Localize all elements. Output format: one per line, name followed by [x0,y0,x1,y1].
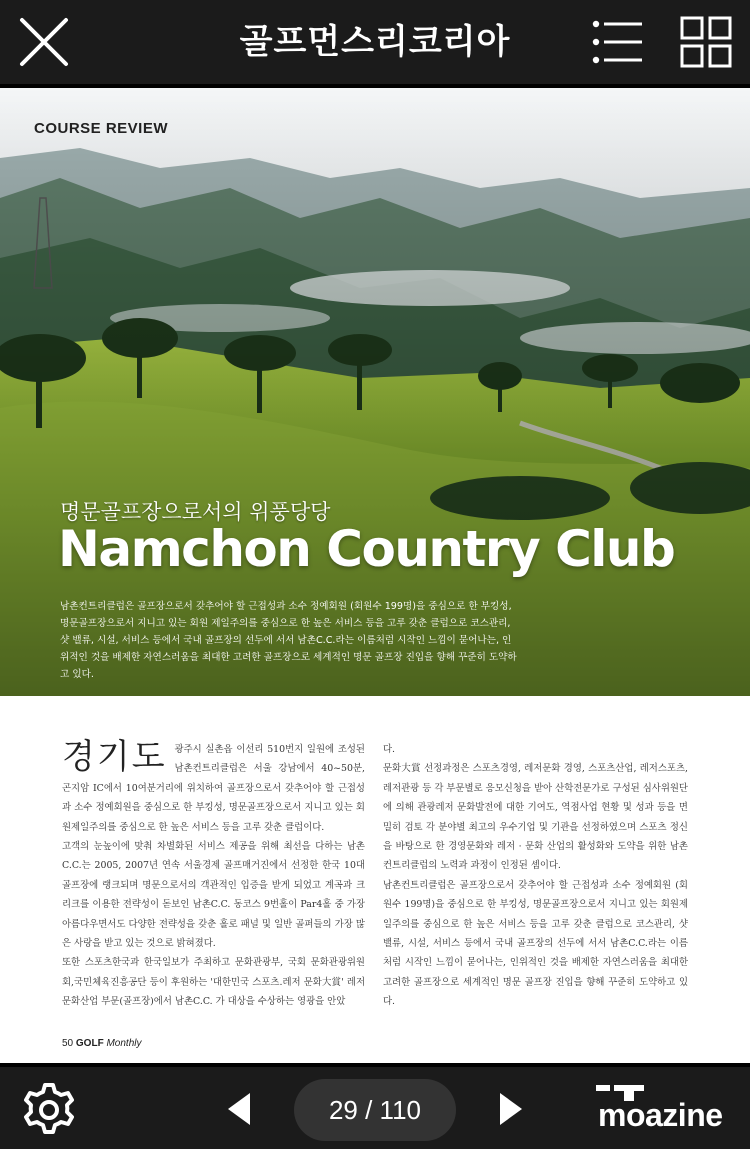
top-bar [0,0,750,84]
paragraph: 다. [383,744,396,755]
paragraph: 또한 스포츠한국과 한국일보가 주최하고 문화관광부, 국회 문화관광위원회,국민체육진흥공단 등이 후원하는 '대한민국 스포츠.레저 문화大賞' 레저문화산업 부문(골프장)에서 남촌C.C. 가 대상을 수상하는 영광을 안았 [62,957,365,1008]
magazine-brand-suffix: Monthly [106,1038,142,1049]
hero-photo [0,88,750,696]
page-footer [62,1038,141,1049]
dropcap: 경기도 [62,737,167,777]
list-menu-icon[interactable] [590,14,646,70]
next-page-icon[interactable] [492,1089,528,1129]
article-column-left [62,737,365,1012]
paragraph: 문화大賞 선정과정은 스포츠경영, 레저문화 경영, 스포츠산업, 레저스포츠, 레저관광 등 각 부문별로 응모신청을 받아 산학전문가로 구성된 심사위원단에 의해 관광레저 문화발전에 대한 기여도, 역점사업 현황 및 성과 등을 면밀히 검토 각 분야별 최고의 우수기업 및 기관을 선정하였으며 스포츠 정신을 바탕으로 한 경영문화와 레저 · 문화 산업의 활성화와 도약을 위한 남촌컨트리클럽의 노력과 과정이 인정된 셈이다. [383,763,688,872]
article-title: Namchon Country Club [58,520,675,578]
section-label: COURSE REVIEW [34,120,169,137]
grid-view-icon[interactable] [678,14,734,70]
magazine-title: 골프먼스리코리아 [239,22,511,62]
paragraph: 광주시 실촌읍 이선리 510번지 일원에 조성된 남촌컨트리클럽은 서울 강남에서 40~50분, 곤지암 IC에서 10여분거리에 위치하여 골프장으로서 갖추어야 할 근접성과 소수 정예회원을 중심으로 한 부킹성, 명문골프장으로서 지니고 있는 회원제일주의를 중심으로 한 높은 서비스 등을 고루 갖춘 클럽이다. [62,744,365,833]
article-column-right [383,740,688,1012]
paragraph: 고객의 눈높이에 맞춰 차별화된 서비스 제공을 위해 최선을 다하는 남촌C.C.는 2005, 2007년 연속 서울경제 골프매거진에서 선정한 한국 10대 골프장에 랭크되며 명문으로서의 객관적인 입증을 받게 되었고 계곡과 크리크를 이용한 전략성이 돋보인 남촌C.C. 동코스 9번홀이 Par4홀 중 가장 아름다우면서도 다양한 전략성을 갖춘 홀로 패널 및 일반 골퍼들의 가장 많은 사랑을 받고 있는 것으로 밝혀졌다. [62,841,365,950]
article-subtitle: 명문골프장으로서의 위풍당당 [60,500,331,524]
article-intro: 남촌컨트리클럽은 골프장으로서 갖추어야 할 근접성과 소수 정예회원 (회원수 199명)을 중심으로 한 부킹성, 명문골프장으로서 지니고 있는 회원 제일주의를 중심으로 한 높은 서비스 등을 고루 갖춘 클럽으로 코스관리, 샷 밸류, 시설, 서비스 등에서 국내 골프장의 선두에 서서 남촌C.C.라는 이름처럼 시작인 느낌이 묻어나는, 인위적인 것을 배제한 자연스러움을 최대한 고려한 골프장으로 세계적인 명문 골프장 진입을 향해 꾸준히 도약하고 있다. [60,601,517,680]
page-number: 50 [62,1038,74,1049]
moazine-logo [590,1081,730,1141]
logo-text: moazine [598,1097,723,1133]
bottom-bar [0,1067,750,1149]
magazine-page[interactable] [0,88,750,1063]
gear-icon[interactable] [18,1079,80,1141]
page-indicator[interactable]: 29 / 110 [294,1079,456,1141]
prev-page-icon[interactable] [222,1089,258,1129]
paragraph: 남촌컨트리클럽은 골프장으로서 갖추어야 할 근접성과 소수 정예회원 (회원수 199명)을 중심으로 한 부킹성, 명문골프장으로서 지니고 있는 회원제일주의를 중심으로 한 높은 서비스 등을 고루 갖춘 클럽으로 코스관리, 샷 밸류, 시설, 서비스 등에서 국내 골프장의 선두에 서서 남촌C.C.라는 이름처럼 시작인 느낌이 묻어나는, 인위적인 것을 배제한 자연스러움을 최대한 고려한 골프장으로 세계적인 명문 골프장 진입을 향해 꾸준히 도약하고 있다. [383,879,688,1008]
magazine-brand: GOLF [75,1038,104,1049]
